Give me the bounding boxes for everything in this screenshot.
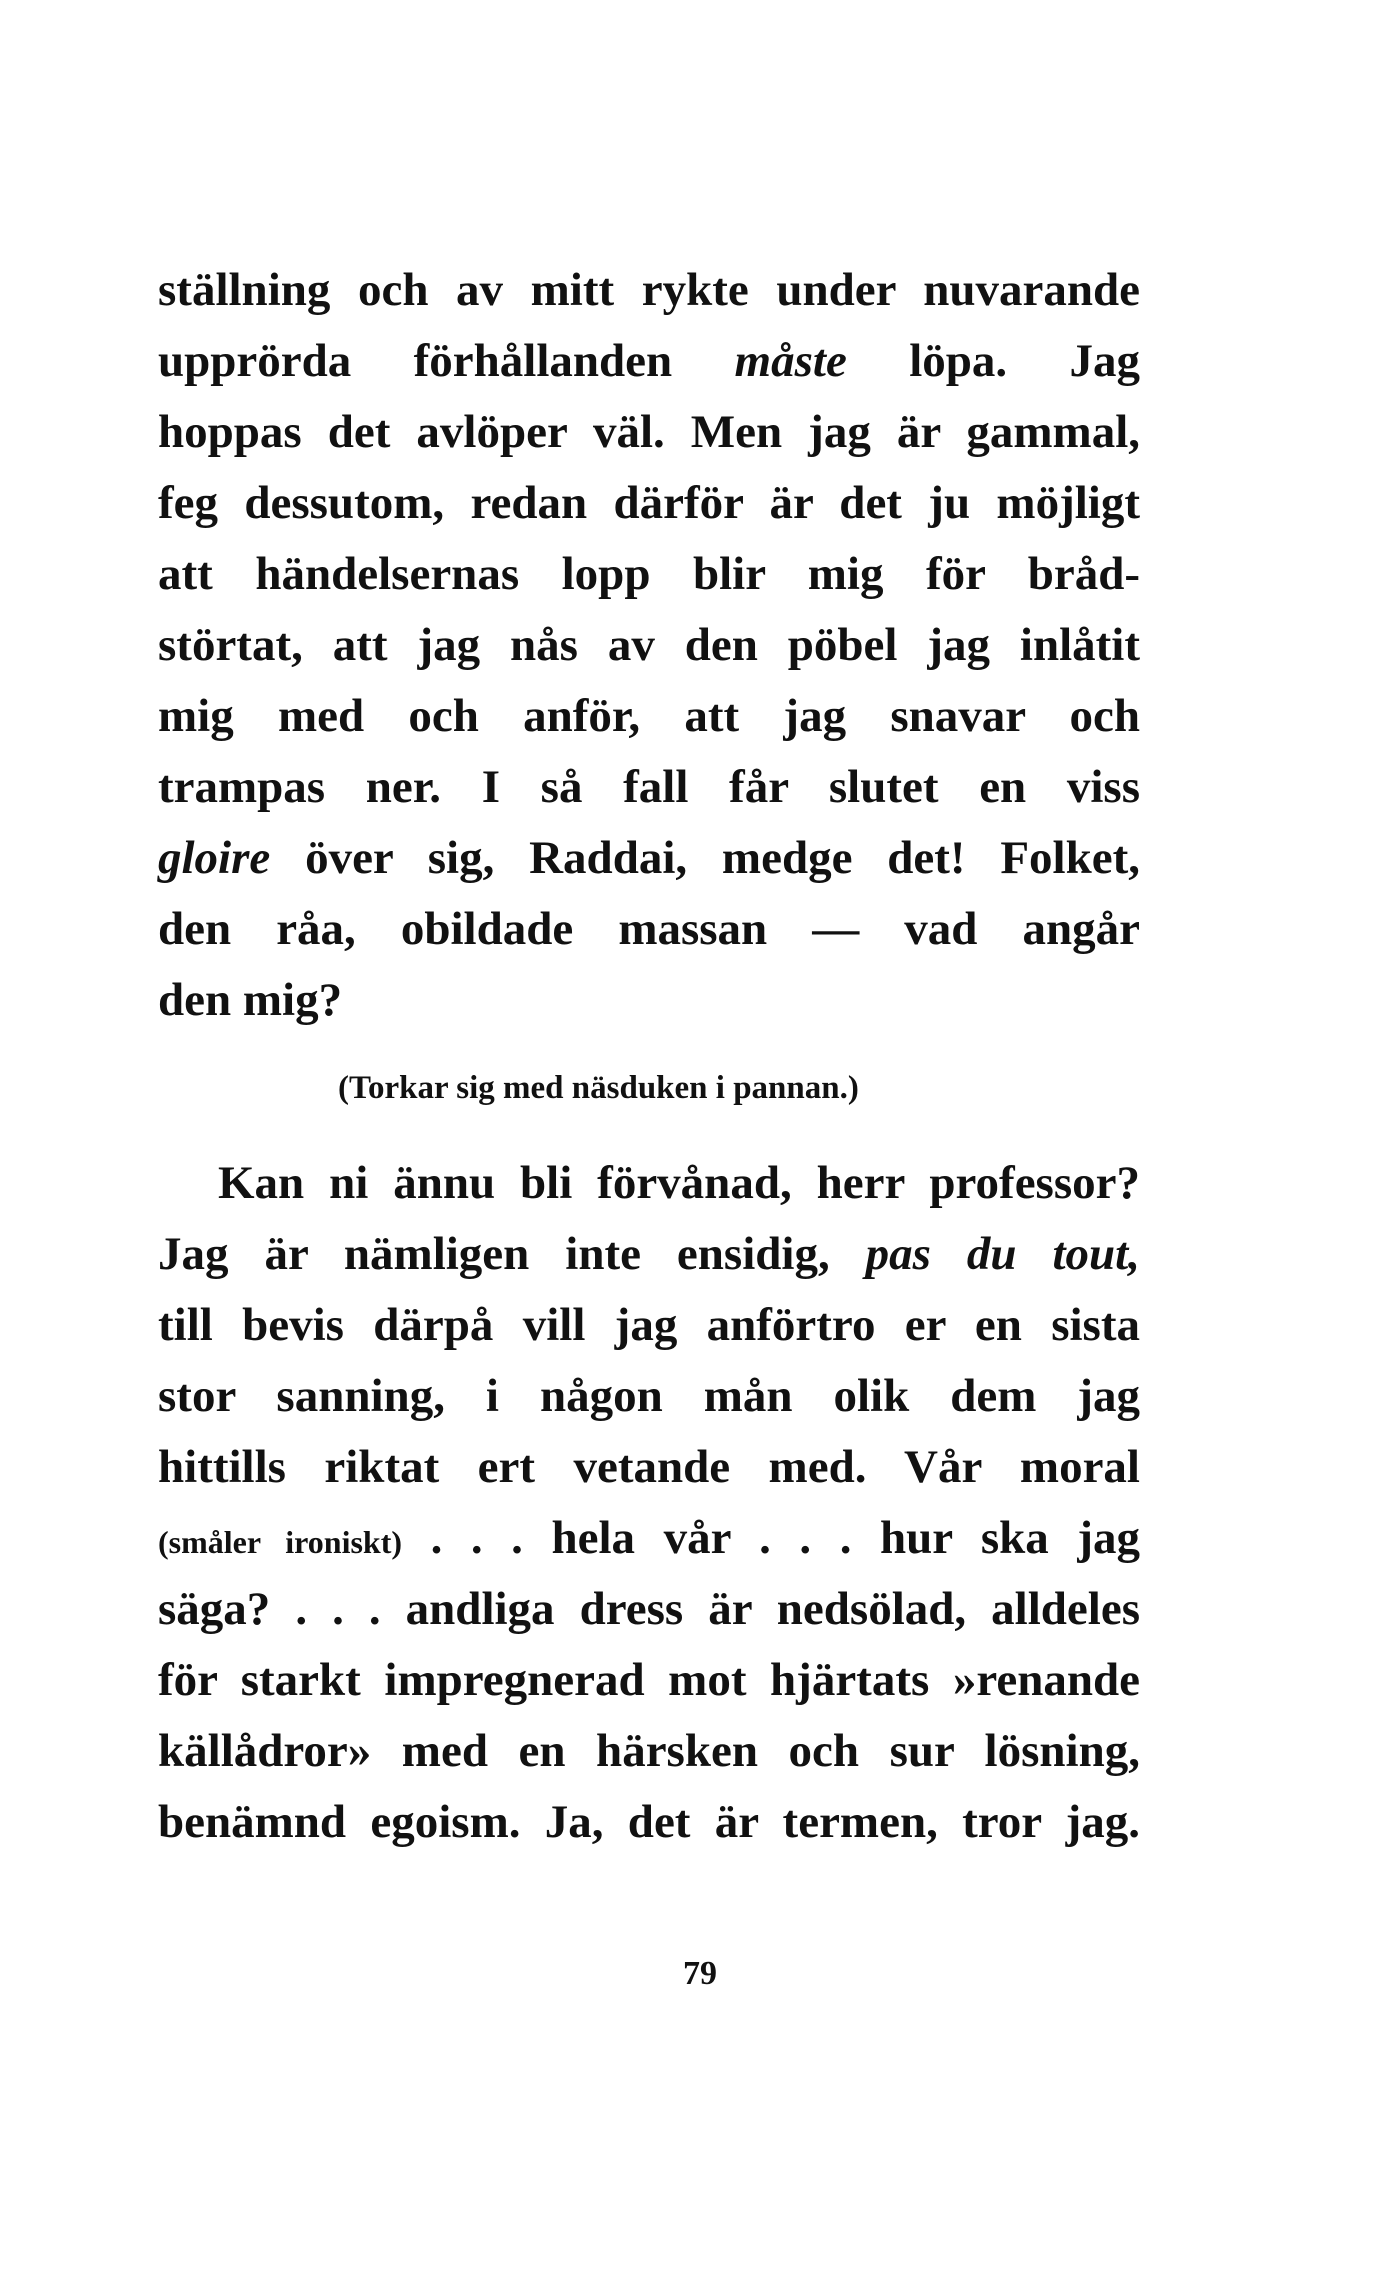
text-line xyxy=(158,1148,1140,1219)
text-span: upprörda förhållanden xyxy=(158,335,735,387)
text-span: störtat, att jag nås av den pöbel jag inlåtit xyxy=(158,619,1140,671)
stage-direction: (Torkar sig med näsduken i pannan.) xyxy=(338,1070,859,1106)
text-line xyxy=(158,1716,1140,1787)
text-span: över sig, Raddai, medge det! Folket, xyxy=(270,832,1140,884)
text-span: benämnd egoism. Ja, det är termen, tror jag. xyxy=(158,1796,1140,1848)
text-line xyxy=(158,610,1140,681)
text-line xyxy=(158,1574,1140,1645)
text-span: löpa. Jag xyxy=(846,335,1140,387)
text-line xyxy=(158,1219,1140,1290)
text-span: trampas ner. I så fall får slutet en viss xyxy=(158,761,1140,813)
text-span: den råa, obildade massan — vad angår xyxy=(158,903,1140,955)
text-span: ställning och av mitt rykte under nuvarande xyxy=(158,264,1140,316)
text-line xyxy=(158,539,1140,610)
text-line xyxy=(158,1432,1140,1503)
text-span: hoppas det avlöper väl. Men jag är gammal, xyxy=(158,406,1140,458)
page-number: 79 xyxy=(683,1955,717,1992)
text-span: . . . hela vår . . . hur ska jag xyxy=(402,1512,1140,1564)
text-line xyxy=(158,255,1140,326)
text-line xyxy=(158,823,1140,894)
text-line xyxy=(158,965,1140,1036)
text-line xyxy=(158,1503,1140,1574)
text-span: hittills riktat ert vetande med. Vår moral xyxy=(158,1441,1140,1493)
text-span: mig med och anför, att jag snavar och xyxy=(158,690,1140,742)
text-line xyxy=(158,752,1140,823)
text-span: att händelsernas lopp blir mig för bråd- xyxy=(158,548,1140,600)
text-span: Kan ni ännu bli förvånad, herr professor? xyxy=(218,1157,1140,1209)
text-span: Jag är nämligen inte ensidig, xyxy=(158,1228,866,1280)
text-line xyxy=(158,1645,1140,1716)
text-line xyxy=(158,326,1140,397)
text-line xyxy=(158,1787,1140,1858)
text-line xyxy=(158,681,1140,752)
text-span: källådror» med en härsken och sur lösning, xyxy=(158,1725,1140,1777)
text-span: säga? . . . andliga dress är nedsölad, alldeles xyxy=(158,1583,1140,1635)
text-span: till bevis därpå vill jag anförtro er en sista xyxy=(158,1299,1140,1351)
text-span: för starkt impregnerad mot hjärtats »renande xyxy=(158,1654,1140,1706)
text-line xyxy=(158,397,1140,468)
text-line xyxy=(158,894,1140,965)
text-line xyxy=(158,468,1140,539)
italic-span: gloire xyxy=(158,832,271,884)
italic-span: måste xyxy=(734,335,847,387)
text-block xyxy=(158,255,1140,1858)
text-line xyxy=(158,1290,1140,1361)
text-span: feg dessutom, redan därför är det ju möjligt xyxy=(158,477,1140,529)
text-span: den mig? xyxy=(158,974,343,1026)
text-span: stor sanning, i någon mån olik dem jag xyxy=(158,1370,1140,1422)
italic-span: pas du tout, xyxy=(865,1228,1140,1280)
text-line xyxy=(158,1361,1140,1432)
stage-direction-inline: (småler ironiskt) xyxy=(158,1524,403,1560)
